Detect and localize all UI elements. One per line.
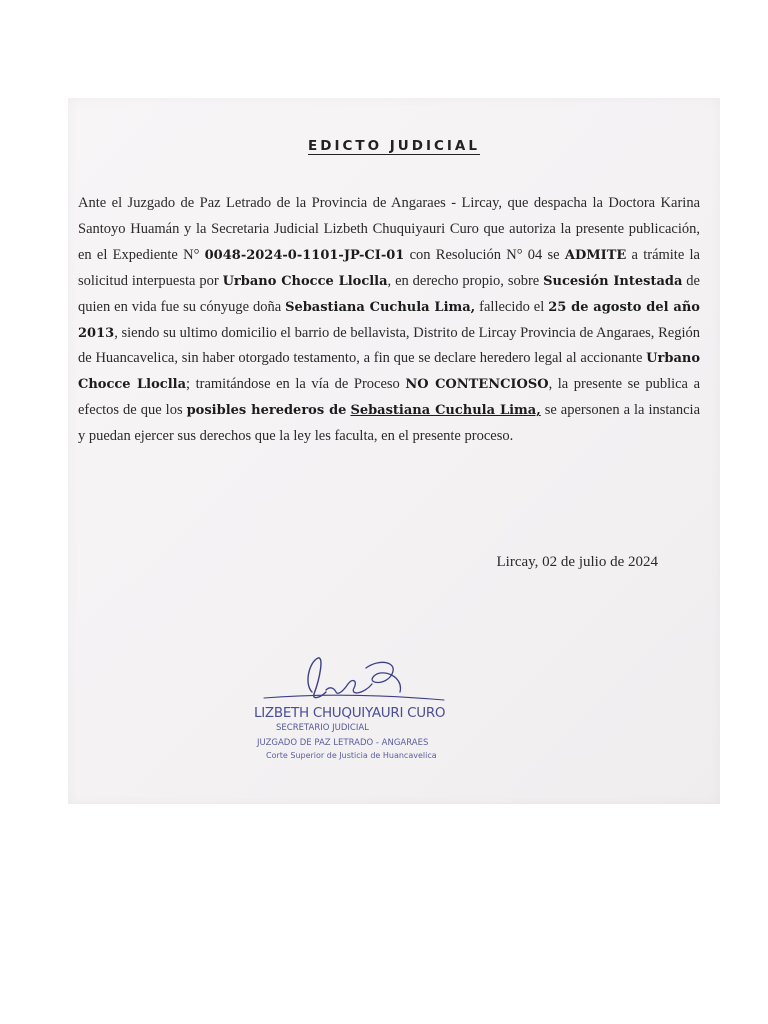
document-title: EDICTO JUDICIAL [308,138,480,154]
stamp-role: SECRETARIO JUDICIAL [276,723,369,733]
proceso-type: NO CONTENCIOSO [405,377,549,393]
text-segment: Ante el Juzgado de Paz Letrado de la Provincia de Angaraes - Lircay, que despacha la Doctora Karina Santoyo Huamán y la Secretaria Judicial Lizbeth Chuquiyauri Curo que autoriza la presente publicación, en el Expediente N° [78,195,700,263]
text-segment: , la presente se publica a efectos de que los [78,376,700,419]
solicitante-name: Urbano Chocce Lloclla [222,273,388,289]
stamp-institution: Corte Superior de Justicia de Huancavelica [266,751,437,760]
fecha-fallecimiento: 25 de agosto del año 2013 [78,299,700,341]
text-segment: de quien en vida fue su cónyuge doña [78,272,700,315]
admite-keyword: ADMITE [564,247,627,263]
herederos-phrase: posibles herederos de [186,403,347,419]
stamp-court: JUZGADO DE PAZ LETRADO - ANGARAES [257,738,429,748]
text-segment: ; tramitándose en la vía de Proceso [186,376,406,393]
materia: Sucesión Intestada [543,273,683,289]
text-segment: a trámite la solicitud interpuesta por [78,246,700,289]
signature-stamp [254,654,454,764]
causante-name: Sebastiana Cuchula Lima, [285,299,476,315]
text-segment: , en derecho propio, sobre [387,272,544,289]
text-segment: , siendo su ultimo domicilio el barrio de bellavista, Distrito de Lircay Provincia de Angaraes, Región de Huancavelica, sin haber otorgado testamento, a fin que se declare heredero legal al accionante [78,324,700,367]
text-segment: con Resolución N° 04 se [404,246,565,263]
causante-name-underlined: Sebastiana Cuchula Lima, [350,403,541,419]
stamp-name: LIZBETH CHUQUIYAURI CURO [254,705,446,721]
accionante-name: Urbano Chocce Lloclla [78,351,700,393]
place-date: Lircay, 02 de julio de 2024 [496,554,658,570]
text-segment: se apersonen a la instancia y puedan ejercer sus derechos que la ley les faculta, en el presente proceso. [78,402,701,445]
edict-body [78,191,700,450]
expediente-number: 0048-2024-0-1101-JP-CI-01 [204,247,405,263]
text-segment: fallecido el [475,298,549,315]
scanned-document [68,98,720,804]
